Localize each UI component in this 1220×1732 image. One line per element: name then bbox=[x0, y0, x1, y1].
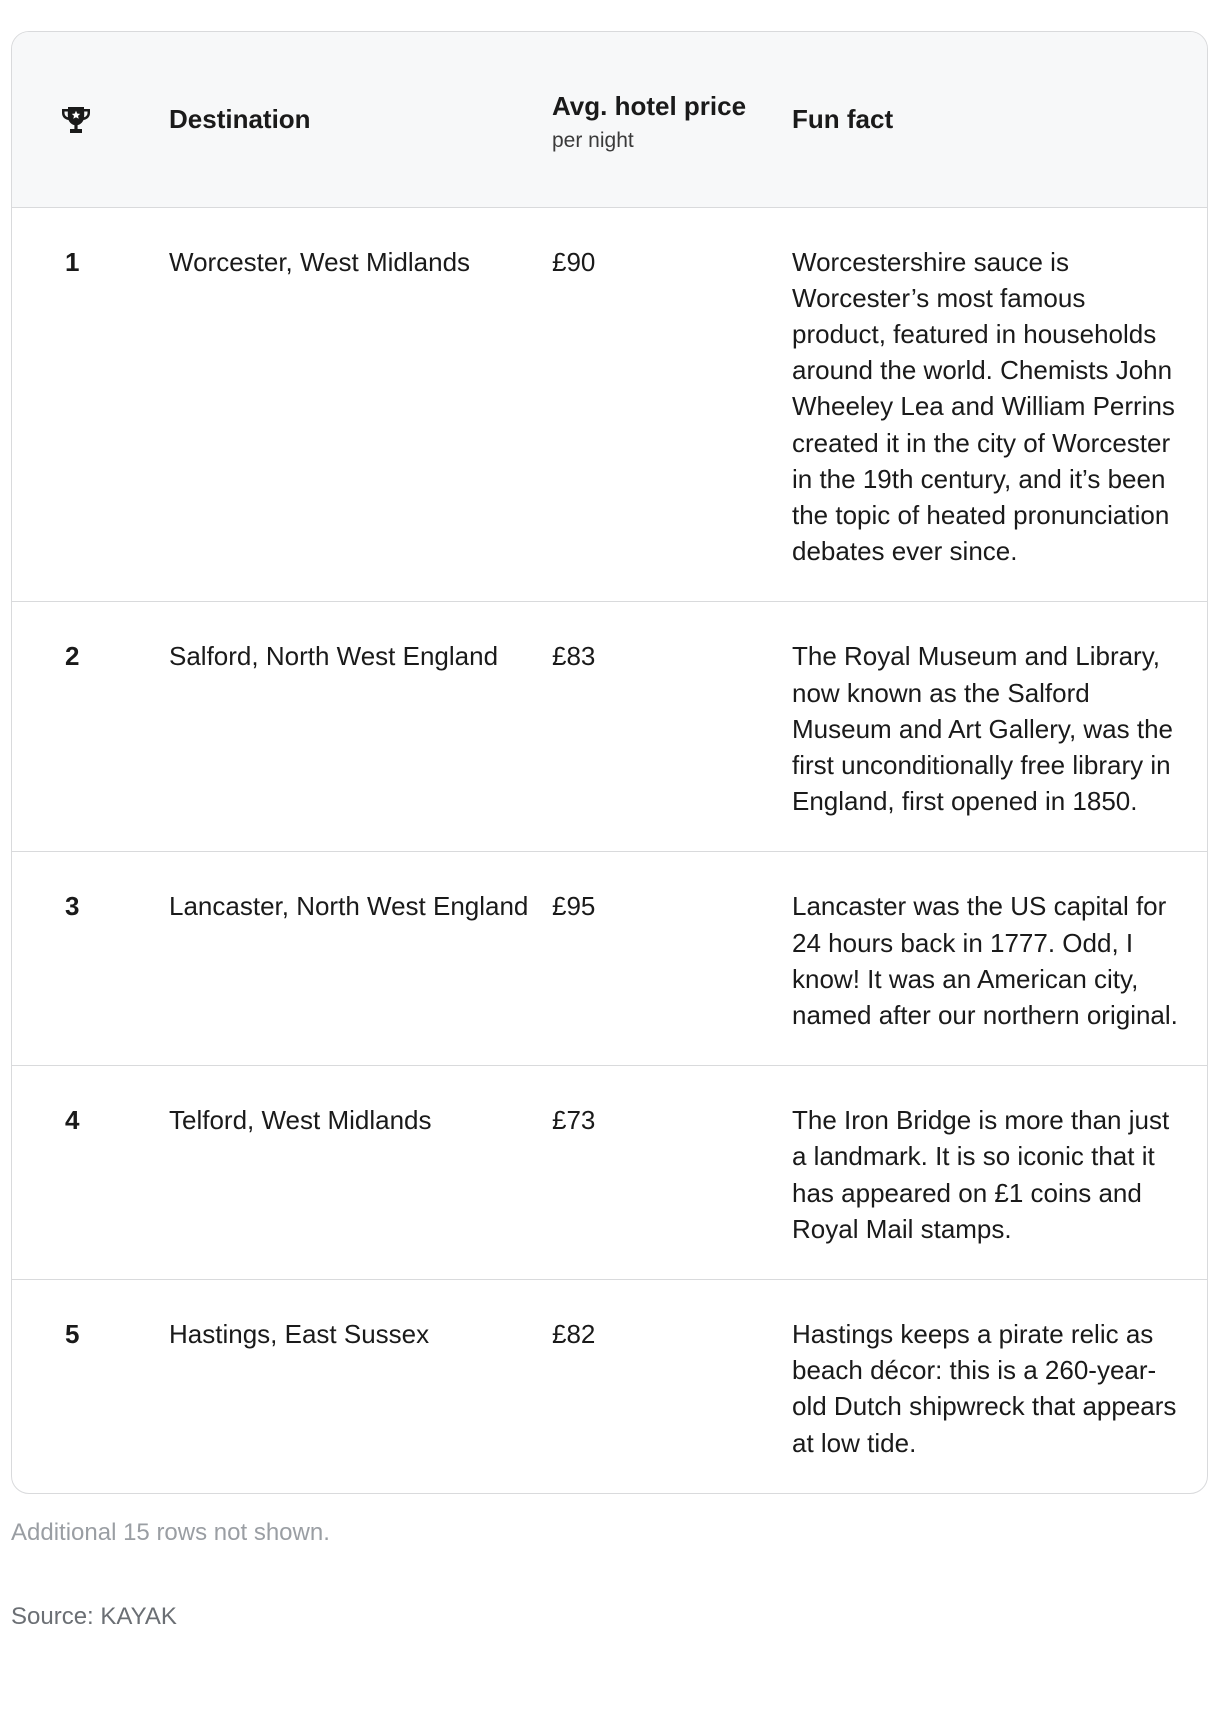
price-header-sub: per night bbox=[552, 129, 634, 153]
fun-fact-cell: The Royal Museum and Library, now known as the Salford Museum and Art Gallery, was the first unconditionally free library in England, first opened in 1850. bbox=[792, 602, 1207, 852]
fun-fact-header: Fun fact bbox=[792, 32, 1207, 207]
price-header-label: Avg. hotel price bbox=[552, 91, 747, 122]
table-row bbox=[12, 1066, 1207, 1280]
fun-fact-cell: Hastings keeps a pirate relic as beach décor: this is a 260-year-old Dutch shipwreck that appears at low tide. bbox=[792, 1318, 1177, 1458]
price-cell: £83 bbox=[552, 602, 792, 852]
table-body bbox=[12, 207, 1207, 1493]
price-cell: £82 bbox=[552, 1318, 596, 1349]
price-header bbox=[552, 32, 792, 207]
rank-cell: 5 bbox=[65, 1318, 80, 1349]
trophy-icon bbox=[59, 104, 93, 138]
rank-cell: 2 bbox=[12, 602, 169, 852]
rank-cell: 1 bbox=[12, 207, 169, 602]
destination-cell: Salford, North West England bbox=[169, 602, 552, 852]
table-row bbox=[12, 207, 1207, 602]
destination-cell: Telford, West Midlands bbox=[169, 1066, 552, 1280]
rank-header bbox=[12, 32, 169, 207]
table-header bbox=[12, 32, 1207, 207]
source-credit: Source: KAYAK bbox=[11, 1602, 177, 1630]
destination-header: Destination bbox=[169, 32, 552, 207]
fun-fact-cell: Lancaster was the US capital for 24 hours back in 1777. Odd, I know! It was an American city, named after our northern original. bbox=[792, 852, 1207, 1066]
rows-not-shown-note: Additional 15 rows not shown. bbox=[11, 1518, 330, 1546]
table-row bbox=[12, 1279, 1207, 1492]
table-row bbox=[12, 602, 1207, 852]
table-card bbox=[11, 31, 1208, 1494]
destination-cell: Lancaster, North West England bbox=[169, 852, 552, 1066]
destination-cell: Worcester, West Midlands bbox=[169, 207, 552, 602]
destination-cell: Hastings, East Sussex bbox=[169, 1318, 430, 1349]
rank-cell: 3 bbox=[12, 852, 169, 1066]
price-cell: £90 bbox=[552, 207, 792, 602]
fun-fact-cell: Worcestershire sauce is Worcester’s most famous product, featured in households around the world. Chemists John Wheeley Lea and William Perrins created it in the city of Worcester in the 19th century, and it’s been the topic of heated pronunciation debates ever since. bbox=[792, 207, 1207, 602]
price-cell: £73 bbox=[552, 1066, 792, 1280]
price-cell: £95 bbox=[552, 852, 792, 1066]
table-row bbox=[12, 852, 1207, 1066]
destinations-table-section bbox=[11, 31, 1208, 1634]
rank-cell: 4 bbox=[12, 1066, 169, 1280]
header-row bbox=[12, 32, 1207, 207]
destinations-table bbox=[12, 32, 1207, 1493]
fun-fact-cell: The Iron Bridge is more than just a landmark. It is so iconic that it has appeared on £1 coins and Royal Mail stamps. bbox=[792, 1066, 1207, 1280]
